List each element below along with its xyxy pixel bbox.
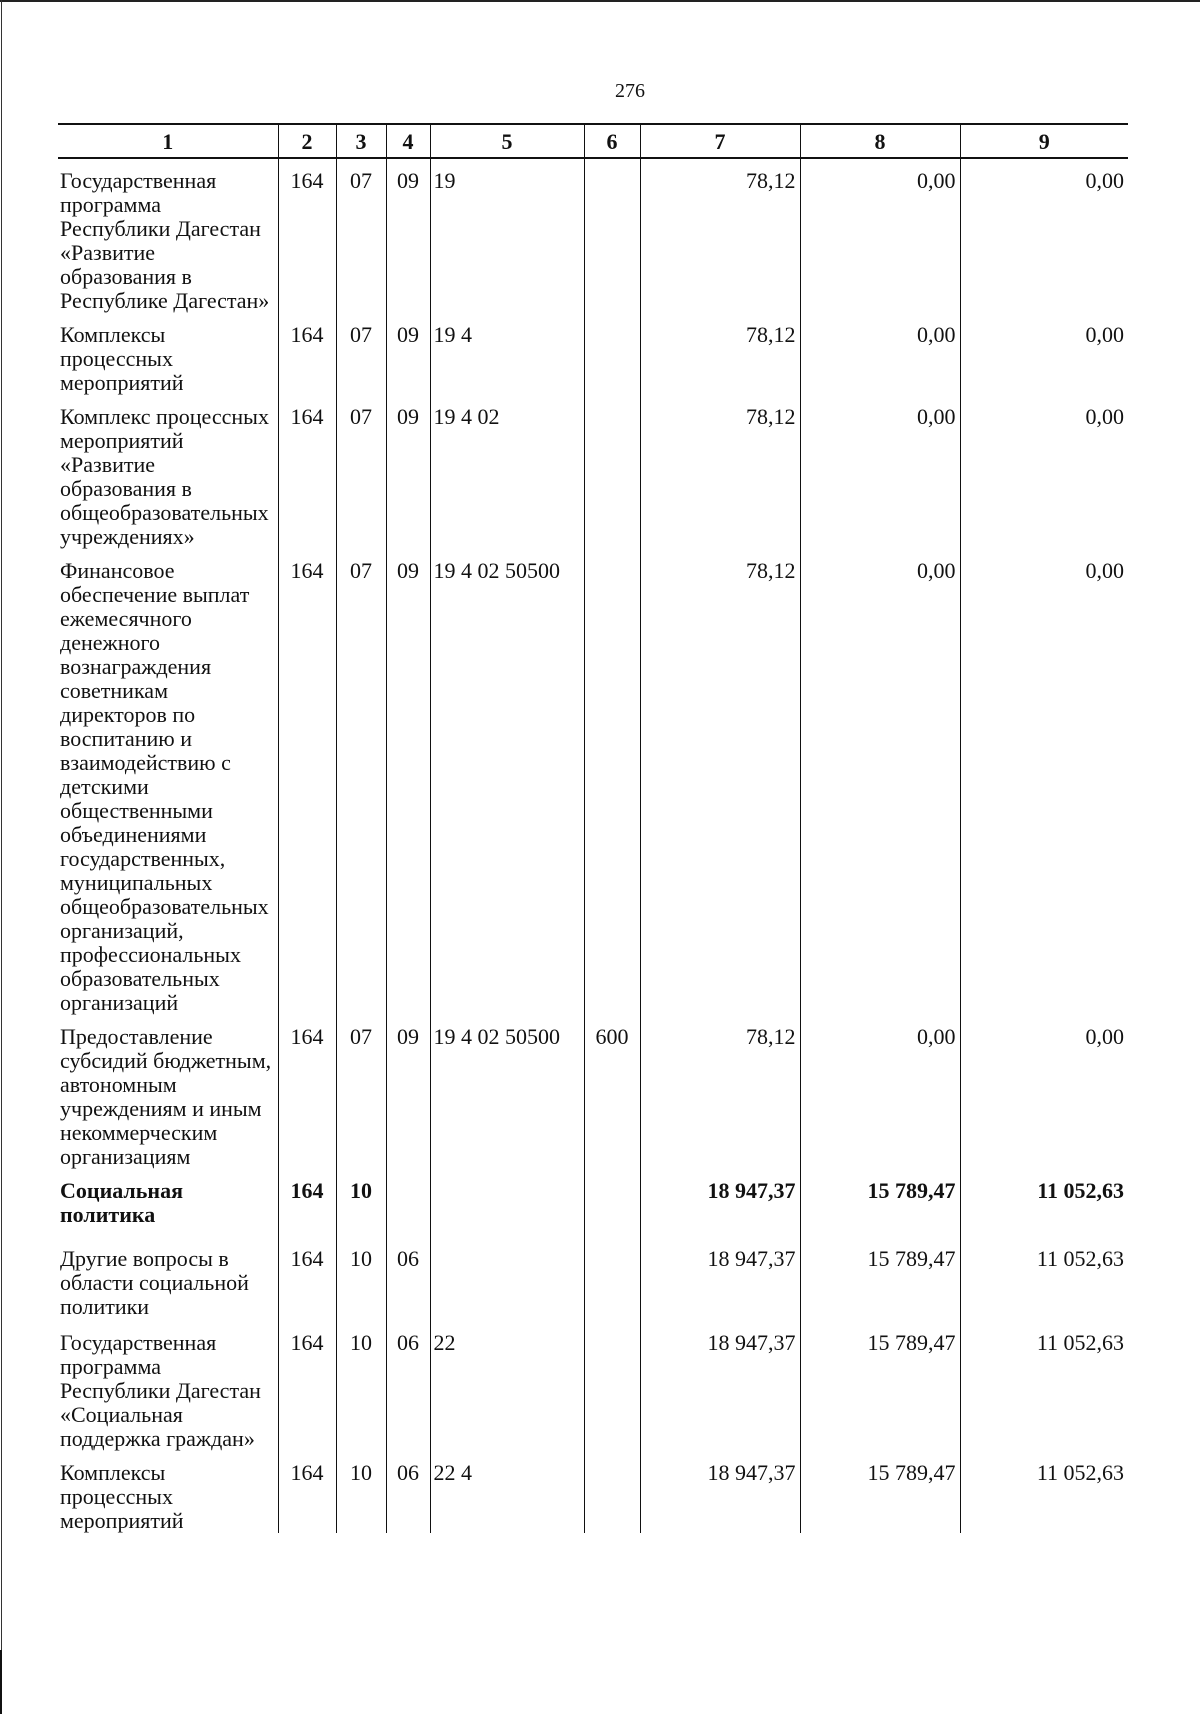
col-5-target-code: 22 4 (430, 1451, 584, 1533)
col-9-amount: 0,00 (960, 158, 1128, 313)
row-name: Комплексы процессных мероприятий (60, 1460, 184, 1533)
col-7-amount: 78,12 (640, 549, 800, 1015)
col-2-code: 164 (278, 313, 336, 395)
col-6-expense-type (584, 549, 640, 1015)
col-2-code: 164 (278, 1169, 336, 1237)
col-2-code: 164 (278, 1237, 336, 1321)
header-col-3: 3 (336, 124, 386, 158)
col-5-target-code (430, 1169, 584, 1237)
col-9-amount: 11 052,63 (960, 1321, 1128, 1451)
col-7-amount: 78,12 (640, 158, 800, 313)
col-7-amount: 18 947,37 (640, 1321, 800, 1451)
table-body (58, 158, 1128, 1533)
table-row (58, 158, 1128, 313)
row-name: Комплекс процессных мероприятий «Развитие образования в общеобразовательных учреждениях» (60, 404, 269, 549)
col-8-amount: 15 789,47 (800, 1321, 960, 1451)
row-name: Комплексы процессных мероприятий (60, 322, 184, 395)
col-4-code: 09 (386, 1015, 430, 1169)
table-row (58, 395, 1128, 549)
col-3-code: 10 (336, 1169, 386, 1237)
header-col-6: 6 (584, 124, 640, 158)
col-9-amount: 11 052,63 (960, 1237, 1128, 1321)
col-9-amount: 0,00 (960, 395, 1128, 549)
row-name: Государственная программа Республики Дагестан «Социальная поддержка граждан» (60, 1330, 261, 1451)
table-row (58, 1321, 1128, 1451)
col-4-code: 09 (386, 395, 430, 549)
col-6-expense-type (584, 395, 640, 549)
col-3-code: 07 (336, 395, 386, 549)
col-3-code: 07 (336, 1015, 386, 1169)
col-5-target-code: 19 (430, 158, 584, 313)
col-5-target-code (430, 1237, 584, 1321)
row-name: Государственная программа Республики Дагестан «Развитие образования в Республике Дагестан» (60, 168, 270, 313)
header-col-8: 8 (800, 124, 960, 158)
budget-table-container (58, 123, 1128, 1533)
col-8-amount: 15 789,47 (800, 1451, 960, 1533)
table-row (58, 313, 1128, 395)
col-5-target-code: 22 (430, 1321, 584, 1451)
col-9-amount: 11 052,63 (960, 1169, 1128, 1237)
top-border-line (0, 0, 1200, 2)
col-4-code: 09 (386, 549, 430, 1015)
col-2-code: 164 (278, 1451, 336, 1533)
col-5-target-code: 19 4 (430, 313, 584, 395)
col-3-code: 10 (336, 1451, 386, 1533)
col-2-code: 164 (278, 158, 336, 313)
col-7-amount: 78,12 (640, 1015, 800, 1169)
header-col-1: 1 (58, 124, 278, 158)
col-7-amount: 18 947,37 (640, 1169, 800, 1237)
col-6-expense-type (584, 1321, 640, 1451)
col-8-amount: 0,00 (800, 158, 960, 313)
col-7-amount: 78,12 (640, 395, 800, 549)
col-3-code: 10 (336, 1321, 386, 1451)
header-col-9: 9 (960, 124, 1128, 158)
col-8-amount: 0,00 (800, 1015, 960, 1169)
col-2-code: 164 (278, 395, 336, 549)
col-4-code: 06 (386, 1237, 430, 1321)
col-5-target-code: 19 4 02 50500 (430, 1015, 584, 1169)
row-name: Социальная политика (60, 1178, 183, 1227)
col-4-code: 06 (386, 1451, 430, 1533)
row-name: Предоставление субсидий бюджетным, автономным учреждениям и иным некоммерческим организациям (60, 1024, 272, 1169)
table-row (58, 549, 1128, 1015)
col-6-expense-type (584, 1451, 640, 1533)
col-5-target-code: 19 4 02 (430, 395, 584, 549)
col-3-code: 07 (336, 313, 386, 395)
table-row (58, 1169, 1128, 1237)
row-name: Другие вопросы в области социальной политики (60, 1246, 249, 1319)
col-8-amount: 15 789,47 (800, 1169, 960, 1237)
col-6-expense-type: 600 (584, 1015, 640, 1169)
col-6-expense-type (584, 1237, 640, 1321)
col-3-code: 10 (336, 1237, 386, 1321)
header-col-2: 2 (278, 124, 336, 158)
col-8-amount: 0,00 (800, 395, 960, 549)
col-2-code: 164 (278, 1015, 336, 1169)
table-row (58, 1015, 1128, 1169)
col-5-target-code: 19 4 02 50500 (430, 549, 584, 1015)
header-col-4: 4 (386, 124, 430, 158)
col-3-code: 07 (336, 158, 386, 313)
col-7-amount: 18 947,37 (640, 1451, 800, 1533)
col-2-code: 164 (278, 549, 336, 1015)
col-6-expense-type (584, 313, 640, 395)
header-col-7: 7 (640, 124, 800, 158)
col-4-code (386, 1169, 430, 1237)
col-6-expense-type (584, 1169, 640, 1237)
row-name: Финансовое обеспечение выплат ежемесячного денежного вознаграждения советникам директоров по воспитанию и взаимодействию с детскими общественными объединениями государственных, муниципальных общеобразовательных организаций, профессиональных образовательных организаций (60, 558, 269, 1015)
col-3-code: 07 (336, 549, 386, 1015)
left-edge-mark (0, 1650, 2, 1714)
col-9-amount: 11 052,63 (960, 1451, 1128, 1533)
table-row (58, 1451, 1128, 1533)
col-4-code: 09 (386, 158, 430, 313)
table-row (58, 1237, 1128, 1321)
col-6-expense-type (584, 158, 640, 313)
col-8-amount: 15 789,47 (800, 1237, 960, 1321)
col-9-amount: 0,00 (960, 1015, 1128, 1169)
col-7-amount: 18 947,37 (640, 1237, 800, 1321)
left-border-line (1, 0, 2, 1714)
budget-table (58, 123, 1128, 1533)
header-col-5: 5 (430, 124, 584, 158)
col-9-amount: 0,00 (960, 549, 1128, 1015)
col-9-amount: 0,00 (960, 313, 1128, 395)
page-number: 276 (615, 80, 645, 102)
col-2-code: 164 (278, 1321, 336, 1451)
col-8-amount: 0,00 (800, 313, 960, 395)
col-4-code: 09 (386, 313, 430, 395)
col-8-amount: 0,00 (800, 549, 960, 1015)
col-4-code: 06 (386, 1321, 430, 1451)
header-row (58, 124, 1128, 158)
col-7-amount: 78,12 (640, 313, 800, 395)
